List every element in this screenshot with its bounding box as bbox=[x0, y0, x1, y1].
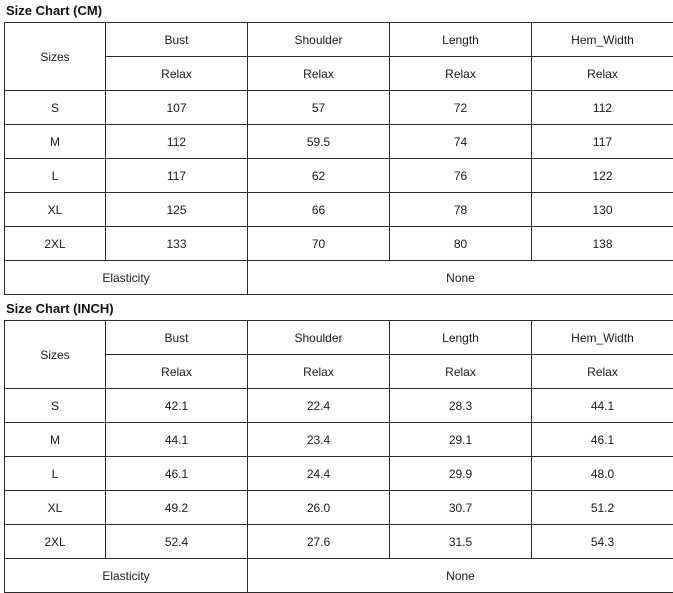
size-label: 2XL bbox=[5, 227, 106, 261]
measure-value-hem-width: 48.0 bbox=[532, 457, 673, 491]
measure-value-bust: 52.4 bbox=[106, 525, 248, 559]
size-label: M bbox=[5, 125, 106, 159]
measure-value-shoulder: 27.6 bbox=[248, 525, 390, 559]
measure-value-length: 30.7 bbox=[390, 491, 532, 525]
elasticity-value: None bbox=[248, 559, 673, 593]
table-row bbox=[5, 457, 673, 491]
fit-cell-length: Relax bbox=[390, 355, 532, 389]
table-row-header-measure bbox=[5, 321, 673, 355]
size-chart-inch-title: Size Chart (INCH) bbox=[6, 301, 669, 316]
measure-value-bust: 133 bbox=[106, 227, 248, 261]
table-row bbox=[5, 227, 673, 261]
measure-value-hem-width: 112 bbox=[532, 91, 673, 125]
measure-value-shoulder: 66 bbox=[248, 193, 390, 227]
measure-value-hem-width: 122 bbox=[532, 159, 673, 193]
sizes-header-cell: Sizes bbox=[5, 23, 106, 91]
measure-value-shoulder: 24.4 bbox=[248, 457, 390, 491]
size-label: XL bbox=[5, 491, 106, 525]
measure-value-length: 80 bbox=[390, 227, 532, 261]
measure-value-length: 28.3 bbox=[390, 389, 532, 423]
measure-value-shoulder: 23.4 bbox=[248, 423, 390, 457]
size-label: 2XL bbox=[5, 525, 106, 559]
measure-value-length: 76 bbox=[390, 159, 532, 193]
table-row bbox=[5, 159, 673, 193]
column-header-hem-width: Hem_Width bbox=[532, 321, 673, 355]
elasticity-label: Elasticity bbox=[5, 559, 248, 593]
measure-value-bust: 46.1 bbox=[106, 457, 248, 491]
table-row bbox=[5, 125, 673, 159]
elasticity-label: Elasticity bbox=[5, 261, 248, 295]
table-row-elasticity bbox=[5, 559, 673, 593]
table-row bbox=[5, 491, 673, 525]
measure-value-bust: 49.2 bbox=[106, 491, 248, 525]
fit-cell-hem-width: Relax bbox=[532, 57, 673, 91]
measure-value-shoulder: 62 bbox=[248, 159, 390, 193]
measure-value-length: 31.5 bbox=[390, 525, 532, 559]
table-row-header-fit bbox=[5, 355, 673, 389]
table-row-header-measure bbox=[5, 23, 673, 57]
fit-cell-hem-width: Relax bbox=[532, 355, 673, 389]
measure-value-bust: 42.1 bbox=[106, 389, 248, 423]
fit-cell-bust: Relax bbox=[106, 355, 248, 389]
table-row bbox=[5, 389, 673, 423]
measure-value-hem-width: 117 bbox=[532, 125, 673, 159]
measure-value-length: 78 bbox=[390, 193, 532, 227]
measure-value-shoulder: 57 bbox=[248, 91, 390, 125]
sizes-header-cell: Sizes bbox=[5, 321, 106, 389]
measure-value-length: 29.1 bbox=[390, 423, 532, 457]
size-label: L bbox=[5, 159, 106, 193]
size-chart-inch-table bbox=[4, 320, 673, 593]
fit-cell-bust: Relax bbox=[106, 57, 248, 91]
measure-value-hem-width: 54.3 bbox=[532, 525, 673, 559]
size-label: M bbox=[5, 423, 106, 457]
fit-cell-shoulder: Relax bbox=[248, 355, 390, 389]
measure-value-bust: 107 bbox=[106, 91, 248, 125]
size-label: L bbox=[5, 457, 106, 491]
measure-value-hem-width: 130 bbox=[532, 193, 673, 227]
table-row-elasticity bbox=[5, 261, 673, 295]
table-row-header-fit bbox=[5, 57, 673, 91]
column-header-hem-width: Hem_Width bbox=[532, 23, 673, 57]
size-chart-cm-table bbox=[4, 22, 673, 295]
size-label: XL bbox=[5, 193, 106, 227]
size-label: S bbox=[5, 389, 106, 423]
measure-value-shoulder: 70 bbox=[248, 227, 390, 261]
elasticity-value: None bbox=[248, 261, 673, 295]
measure-value-length: 74 bbox=[390, 125, 532, 159]
size-label: S bbox=[5, 91, 106, 125]
measure-value-bust: 117 bbox=[106, 159, 248, 193]
measure-value-shoulder: 26.0 bbox=[248, 491, 390, 525]
measure-value-shoulder: 59.5 bbox=[248, 125, 390, 159]
column-header-length: Length bbox=[390, 23, 532, 57]
table-row bbox=[5, 91, 673, 125]
fit-cell-length: Relax bbox=[390, 57, 532, 91]
column-header-length: Length bbox=[390, 321, 532, 355]
column-header-bust: Bust bbox=[106, 23, 248, 57]
measure-value-hem-width: 51.2 bbox=[532, 491, 673, 525]
measure-value-hem-width: 138 bbox=[532, 227, 673, 261]
measure-value-hem-width: 44.1 bbox=[532, 389, 673, 423]
measure-value-hem-width: 46.1 bbox=[532, 423, 673, 457]
measure-value-length: 29.9 bbox=[390, 457, 532, 491]
table-row bbox=[5, 423, 673, 457]
table-row bbox=[5, 193, 673, 227]
fit-cell-shoulder: Relax bbox=[248, 57, 390, 91]
column-header-shoulder: Shoulder bbox=[248, 321, 390, 355]
measure-value-bust: 125 bbox=[106, 193, 248, 227]
measure-value-bust: 112 bbox=[106, 125, 248, 159]
size-chart-cm-title: Size Chart (CM) bbox=[6, 3, 669, 18]
size-chart-page bbox=[0, 3, 673, 593]
column-header-bust: Bust bbox=[106, 321, 248, 355]
table-row bbox=[5, 525, 673, 559]
measure-value-length: 72 bbox=[390, 91, 532, 125]
measure-value-bust: 44.1 bbox=[106, 423, 248, 457]
column-header-shoulder: Shoulder bbox=[248, 23, 390, 57]
measure-value-shoulder: 22.4 bbox=[248, 389, 390, 423]
